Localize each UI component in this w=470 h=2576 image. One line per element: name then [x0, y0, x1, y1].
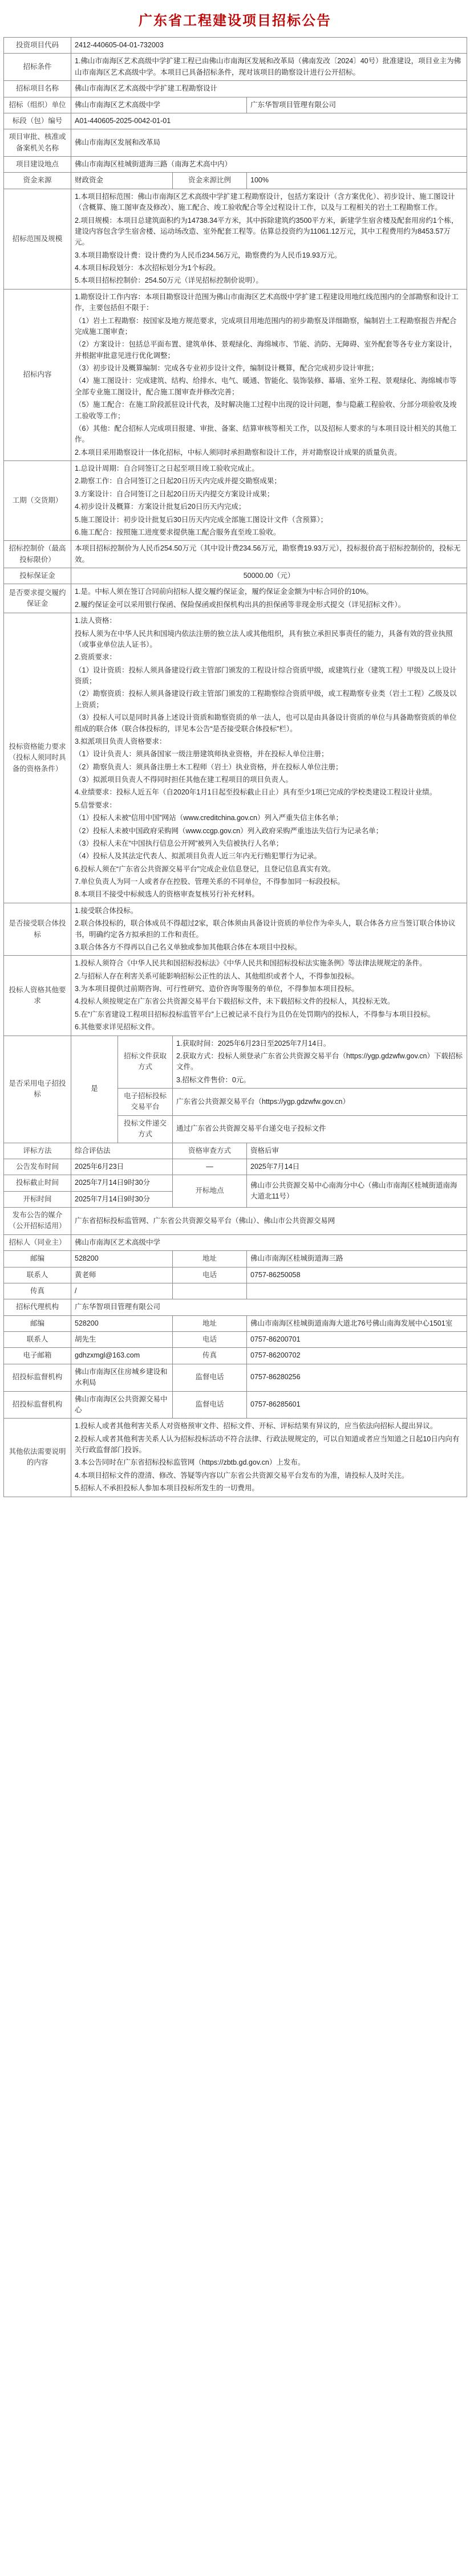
- joint-bid-item: 2.联合体投标的，联合体成员不得超过2家，联合体须由具备设计资质的单位作为牵头人，联合体各方应当签订联合体协议书，明确约定各方拟承担的工作和责任。: [75, 919, 456, 939]
- scope-item: 3.本项目勘察设计费：设计费约为人民币234.56万元，勘察费约为人民币19.93万元。: [75, 251, 342, 259]
- label-prequal: 资格审查方式: [173, 1143, 247, 1159]
- row-name: [4, 81, 467, 97]
- publish-end: 2025年7月14日: [247, 1159, 467, 1175]
- complaint-item: 3.本公告同时在广东省招标投标监管网（https://zbtb.gd.gov.cn）上发布。: [75, 1458, 305, 1467]
- qual-item: 5.信誉要求：: [75, 801, 116, 809]
- scope-item: 4.本项目标段划分：本次招标划分为1个标段。: [75, 264, 220, 272]
- row-online: [4, 1036, 467, 1089]
- download-item: 3.招标文件售价：0元。: [176, 1075, 250, 1084]
- duration-item: 5.施工图设计：初步设计批复后30日历天内完成全部施工图设计文件（含预算）；: [75, 515, 328, 524]
- agency-email: gdhzxmgl@163.com: [71, 1348, 173, 1364]
- label-agency-fax: 传真: [173, 1348, 247, 1364]
- supervisor-phone: 0757-86280256: [247, 1364, 467, 1391]
- row-project-code: [4, 38, 467, 54]
- qual-item: 1.法人资格：: [75, 617, 116, 625]
- project-name: 佛山市南海区艺术高级中学扩建工程勘察设计: [71, 81, 467, 97]
- label-evaluation: 评标方法: [4, 1143, 71, 1159]
- qual: [71, 613, 467, 903]
- content-item: （4）施工图设计：完成建筑、结构、给排水、电气、暖通、智能化、装饰装修、幕墙、室外工程、景观绿化、海绵城市等全部专业施工图设计，配合施工图审查并修改完善；: [75, 377, 457, 396]
- qual-item: （3）投标人未在“中国执行信息公开网”被列入失信被执行人名单；: [75, 839, 283, 847]
- label-agency-contact: 联系人: [4, 1332, 71, 1348]
- row-conditions: [4, 54, 467, 81]
- joint-bid-item: 1.接受联合体投标。: [75, 906, 138, 915]
- performance-guarantee-item: 1.是。中标人须在签订合同前向招标人提交履约保证金，履约保证金金额为中标合同价的10%。: [75, 588, 373, 596]
- label-media: 发布公告的媒介（公开招标适用）: [4, 1208, 71, 1235]
- label-agency-address: 地址: [173, 1315, 247, 1331]
- label-duration: 工期（交货期）: [4, 461, 71, 541]
- agency-org-2: 广东华智项目管理有限公司: [247, 97, 467, 113]
- download-item: 1.获取时间：2025年6月23日至2025年7月14日。: [176, 1039, 331, 1047]
- qual-item: （3）拟派项目负责人不得同时担任其他在建工程项目的项目负责人。: [75, 776, 293, 784]
- label-project-code: 投资项目代码: [4, 38, 71, 54]
- notice-table: [3, 37, 467, 1497]
- row-content: [4, 289, 467, 460]
- tenderer: 佛山市南海区艺术高级中学: [71, 1234, 467, 1250]
- content-item: （2）方案设计：包括总平面布置、建筑单体、景观绿化、海绵城市、节能、消防、无障碍、室外配套等各专业方案设计，并根据审批意见进行优化调整；: [75, 340, 457, 360]
- guarantee: 50000.00（元）: [71, 568, 467, 584]
- tenderer-postcode: 528200: [71, 1251, 173, 1267]
- content-item: 1.勘察设计工作内容：本项目勘察设计范围为佛山市南海区艺术高级中学扩建工程建设用地红线范围内的全部勘察和设计工作，主要包括但不限于：: [75, 292, 459, 312]
- row-tenderer-fax: [4, 1283, 467, 1299]
- label-name: 招标项目名称: [4, 81, 71, 97]
- fund-ratio: 100%: [247, 173, 467, 189]
- supervisor: 佛山市南海区住房城乡建设和水利局: [71, 1364, 173, 1391]
- duration-item: 2.勘察工作：自合同签订之日起20日历天内完成并提交勘察成果；: [75, 477, 281, 486]
- qual-item: 7.单位负责人为同一人或者存在控股、管理关系的不同单位，不得参加同一标段投标。: [75, 878, 345, 886]
- row-bid-deadline: [4, 1175, 467, 1191]
- project-code: 2412-440605-04-01-732003: [71, 38, 467, 54]
- trading-platform: 广东省公共资源交易平台（https://ygp.gdzwfw.gov.cn）: [173, 1089, 467, 1116]
- agency-contact: 胡先生: [71, 1332, 173, 1348]
- other-req-item: 4.投标人须按规定在广东省公共资源交易平台下载招标文件，未下载招标文件的投标人，其投标无效。: [75, 997, 395, 1006]
- row-publish: [4, 1159, 467, 1175]
- qual-item: 2.资质要求：: [75, 653, 116, 662]
- label-other-req: 投标人资格其他要求: [4, 956, 71, 1036]
- row-tenderer-contact: [4, 1267, 467, 1283]
- duration-item: 6.施工配合：按照施工进度要求提供施工配合服务直至竣工验收。: [75, 528, 281, 536]
- tender-code: A01-440605-2025-0042-01-01: [71, 113, 467, 129]
- label-qual: 投标资格能力要求（投标人须同时具备的资格条件）: [4, 613, 71, 903]
- label-supervisor-phone: 监督电话: [173, 1364, 247, 1391]
- qual-item: （1）设计负责人：须具备国家一级注册建筑师执业资格，并在投标人单位注册；: [75, 750, 329, 759]
- fund-source: 财政资金: [71, 173, 173, 189]
- page-title: 广东省工程建设项目招标公告: [139, 13, 331, 28]
- label-agency: 招标代理机构: [4, 1299, 71, 1315]
- label-agency-email: 电子邮箱: [4, 1348, 71, 1364]
- row-complaint: [4, 1419, 467, 1497]
- publish-to: —: [173, 1159, 247, 1175]
- row-evaluation: [4, 1143, 467, 1159]
- qual-item: 投标人须为在中华人民共和国境内依法注册的独立法人或其他组织，具有独立承担民事责任的能力，具备有效的营业执照（或事业单位法人证书）。: [75, 629, 453, 649]
- row-agency-email: [4, 1348, 467, 1364]
- supervisor-2: 佛山市南海区公共资源交易中心: [71, 1391, 173, 1419]
- conditions: 1.佛山市南海区艺术高级中学扩建工程已由佛山市南海区发展和改革局（佛南发改〔2024〕40号）批准建设，项目业主为佛山市南海区艺术高级中学。本项目已具备招标条件，现对该项目的勘察设计进行公开招标。: [71, 54, 467, 81]
- duration: [71, 461, 467, 541]
- supervisor-2-phone: 0757-86285601: [247, 1391, 467, 1419]
- label-supervisor-2-phone: 监督电话: [173, 1391, 247, 1419]
- agency-phone: 0757-86200701: [247, 1332, 467, 1348]
- other-req-item: 3.为本项目提供过前期咨询、可行性研究、造价咨询等服务的单位，不得参加本项目投标。: [75, 985, 359, 993]
- row-tenderer-address: [4, 1251, 467, 1267]
- label-tenderer-address: 地址: [173, 1251, 247, 1267]
- row-supervisor-2: [4, 1391, 467, 1419]
- label-tenderer-contact: 联系人: [4, 1267, 71, 1283]
- label-publish-time: 公告发布时间: [4, 1159, 71, 1175]
- tenderer-phone: 0757-86250058: [247, 1267, 467, 1283]
- duration-item: 1.总设计周期：自合同签订之日起至项目竣工验收完成止。: [75, 464, 259, 472]
- row-agency-org: [4, 97, 467, 113]
- scope: [71, 189, 467, 289]
- label-tenderer-blank: [173, 1283, 247, 1299]
- qual-item: （4）投标人及其法定代表人、拟派项目负责人近三年内无行贿犯罪行为记录。: [75, 852, 321, 861]
- tenderer-address: 佛山市南海区桂城街道海三路: [247, 1251, 467, 1267]
- label-online-platform: 是否采用电子招投标: [4, 1036, 71, 1143]
- scope-item: 1.本项目招标范围：佛山市南海区艺术高级中学扩建工程勘察设计，包括方案设计（含方案优化）、初步设计、施工图设计（含概算、施工图审查及修改）、施工配合、竣工验收配合等全过程设计工作，以及与工程相关的岩土工程勘察工作。: [75, 192, 455, 212]
- performance-guarantee-item: 2.履约保证金可以采用银行保函、保险保函或担保机构出具的担保函等非现金形式提交（详见招标文件）。: [75, 600, 406, 609]
- prequal: 资格后审: [247, 1143, 467, 1159]
- content-item: （5）施工配合：在施工阶段派驻设计代表，及时解决施工过程中出现的设计问题，参与隐蔽工程验收、分部分项验收及竣工验收等工作；: [75, 401, 457, 420]
- online-bid: 通过广东省公共资源交易平台递交电子投标文件: [173, 1115, 467, 1143]
- row-joint-bid: [4, 903, 467, 956]
- agency-address: 佛山市南海区桂城街道南海大道北76号佛山南海发展中心1501室: [247, 1315, 467, 1331]
- row-duration: [4, 461, 467, 541]
- label-agency-postcode: 邮编: [4, 1315, 71, 1331]
- qual-item: （2）投标人未被中国政府采购网（www.ccgp.gov.cn）列入政府采购严重违法失信行为记录名单；: [75, 826, 383, 835]
- row-tenderer: [4, 1234, 467, 1250]
- agency: 广东华智项目管理有限公司: [71, 1299, 467, 1315]
- label-content: 招标内容: [4, 289, 71, 460]
- opening-place: 佛山市公共资源交易中心南海分中心（佛山市南海区桂城街道南海大道北11号）: [247, 1175, 467, 1208]
- label-approval-org: 项目审批、核准或备案机关名称: [4, 129, 71, 157]
- qual-item: 4.业绩要求：投标人近五年（自2020年1月1日起至投标截止日止）具有至少1项已完成的学校类建设工程设计业绩。: [75, 788, 437, 797]
- row-location: [4, 157, 467, 173]
- tenderer-fax: /: [71, 1283, 173, 1299]
- qual-item: 8.本项目不接受中标候选人的资格审查复核另行补充材料。: [75, 890, 259, 899]
- qual-item: （2）勘察资质：投标人须具备建设行政主管部门颁发的工程勘察综合资质甲级，或工程勘察专业类（岩土工程）乙级及以上资质；: [75, 690, 457, 709]
- row-agency: [4, 1299, 467, 1315]
- row-media: [4, 1208, 467, 1235]
- duration-item: 3.方案设计：自合同签订之日起20日历天内提交方案设计成果；: [75, 490, 274, 498]
- download: [173, 1036, 467, 1089]
- row-scope: [4, 189, 467, 289]
- content-item: （3）初步设计及概算编制：完成各专业初步设计文件，编制设计概算，配合完成初步设计审批；: [75, 364, 378, 372]
- approval-org: 佛山市南海区发展和改革局: [71, 129, 467, 157]
- label-fund-source: 资金来源: [4, 173, 71, 189]
- complaint-item: 2.投标人或者其他利害关系人认为招标投标活动不符合法律、行政法规规定的，可以自知道或者应当知道之日起10日内向有关行政监督部门投诉。: [75, 1434, 460, 1454]
- scope-item: 2.项目规模：本项目总建筑面积约为14738.34平方米，其中拆除建筑约3500平方米，新建学生宿舍楼及配套用房约1个栋，建设内容包含学生宿舍楼、运动场改造、室外配套工程等。估算总投资约为11061.12万元，其中工程费用约为8453.57万元。: [75, 216, 459, 247]
- label-tenderer-phone: 电话: [173, 1267, 247, 1283]
- content-item: 2.本项目采用勘察设计一体化招标，中标人须同时承担勘察和设计工作，并对勘察设计成果的质量负责。: [75, 448, 402, 456]
- other-req-item: 1.投标人须符合《中华人民共和国招标投标法》《中华人民共和国招标投标法实施条例》等法律法规规定的条件。: [75, 959, 427, 968]
- label-opening-time: 开标时间: [4, 1191, 71, 1207]
- row-tender-code: [4, 113, 467, 129]
- row-fund: [4, 173, 467, 189]
- row-performance-guarantee: [4, 584, 467, 613]
- label-complaint: 其他依法需要说明的内容: [4, 1419, 71, 1497]
- publish-start: 2025年6月23日: [71, 1159, 173, 1175]
- other-req: [71, 956, 467, 1036]
- duration-item: 4.初步设计及概算：方案设计批复后20日历天内完成；: [75, 503, 246, 511]
- complaint-item: 5.招标人不承担投标人参加本项目投标所发生的一切费用。: [75, 1484, 259, 1493]
- agency-postcode: 528200: [71, 1315, 173, 1331]
- label-tender-code: 标段（包）编号: [4, 113, 71, 129]
- label-supervisor-2: 招投标监督机构: [4, 1391, 71, 1419]
- label-guarantee: 投标保证金: [4, 568, 71, 584]
- content-item: （6）其他：配合招标人完成项目报建、审批、备案、结算审核等相关工作，以及招标人要求的与本项目设计相关的其他工作。: [75, 424, 457, 444]
- tenderer-blank: [247, 1283, 467, 1299]
- other-req-item: 5.在“广东省建设工程项目招标投标监管平台”上已被记录不良行为且仍在处罚期内的投标人，不得参与本项目投标。: [75, 1010, 435, 1018]
- label-trading-platform: 电子招标投标交易平台: [118, 1089, 173, 1116]
- complaint-item: 4.本项目招标文件的澄清、修改、答疑等内容以广东省公共资源交易平台发布的为准，请投标人及时关注。: [75, 1471, 409, 1479]
- other-req-item: 6.其他要求详见招标文件。: [75, 1023, 159, 1032]
- label-tenderer-postcode: 邮编: [4, 1251, 71, 1267]
- row-agency-contact: [4, 1332, 467, 1348]
- complaint: [71, 1419, 467, 1497]
- joint-bid-item: 3.联合体各方不得再以自己名义单独或参加其他联合体在本项目中投标。: [75, 943, 302, 951]
- scope-item: 5.本项目招标控制价：254.50万元（详见招标控制价说明）。: [75, 276, 263, 285]
- qual-item: （1）设计资质：投标人须具备建设行政主管部门颁发的工程设计综合资质甲级，或建筑行业（建筑工程）甲级及以上设计资质；: [75, 666, 457, 685]
- label-joint-bid: 是否接受联合体投标: [4, 903, 71, 956]
- tenderer-contact: 黄老师: [71, 1267, 173, 1283]
- bid-deadline: 2025年7月14日9时30分: [71, 1175, 173, 1191]
- content: [71, 289, 467, 460]
- row-qual: [4, 613, 467, 903]
- label-agency-org: 招标（组织）单位: [4, 97, 71, 113]
- qual-item: （1）投标人未被“信用中国”网站（www.creditchina.gov.cn）列入严重失信主体名单；: [75, 814, 343, 822]
- qual-item: 3.拟派项目负责人资格要求：: [75, 737, 167, 745]
- label-performance-guarantee: 是否要求提交履约保证金: [4, 584, 71, 613]
- joint-bid: [71, 903, 467, 956]
- row-approval-org: [4, 129, 467, 157]
- complaint-item: 1.投标人或者其他利害关系人对资格预审文件、招标文件、开标、评标结果有异议的，应当依法向招标人提出异议。: [75, 1422, 437, 1430]
- agency-fax: 0757-86200702: [247, 1348, 467, 1364]
- performance-guarantee: [71, 584, 467, 613]
- location: 佛山市南海区桂城街道海三路（南海艺术高中内）: [71, 157, 467, 173]
- evaluation: 综合评估法: [71, 1143, 173, 1159]
- label-bid-deadline: 投标截止时间: [4, 1175, 71, 1191]
- label-scope: 招标范围及规模: [4, 189, 71, 289]
- opening-time: 2025年7月14日9时30分: [71, 1191, 173, 1207]
- row-bid-price: [4, 541, 467, 568]
- qual-item: （3）投标人可以是同时具备上述设计资质和勘察资质的单一法人，也可以是由具备设计资质的单位与具备勘察资质的单位组成的联合体（联合体投标的，详见本公告“是否接受联合体投标”栏）。: [75, 714, 457, 733]
- label-supervisor: 招投标监督机构: [4, 1364, 71, 1391]
- agency-org: 佛山市南海区艺术高级中学: [71, 97, 247, 113]
- media: 广东省招标投标监管网、广东省公共资源交易平台（佛山）、佛山市公共资源交易网: [71, 1208, 467, 1235]
- label-location: 项目建设地点: [4, 157, 71, 173]
- label-online-bid: 投标文件递交方式: [118, 1115, 173, 1143]
- label-fund-ratio: 资金来源比例: [173, 173, 247, 189]
- label-download: 招标文件获取方式: [118, 1036, 173, 1089]
- content-item: （1）岩土工程勘察：按国家及地方规范要求，完成项目用地范围内的初步勘察及详细勘察，编制岩土工程勘察报告并配合完成施工图审查；: [75, 316, 457, 336]
- label-tenderer-fax: 传真: [4, 1283, 71, 1299]
- qual-item: （2）勘察负责人：须具备注册土木工程师（岩土）执业资格，并在投标人单位注册；: [75, 763, 343, 771]
- online-format: 是: [71, 1036, 118, 1143]
- row-other-req: [4, 956, 467, 1036]
- qual-item: 6.投标人须在“广东省公共资源交易平台”完成企业信息登记，且登记信息真实有效。: [75, 865, 335, 873]
- other-req-item: 2.与招标人存在利害关系可能影响招标公正性的法人、其他组织或者个人，不得参加投标。: [75, 972, 359, 980]
- label-agency-phone: 电话: [173, 1332, 247, 1348]
- label-conditions: 招标条件: [4, 54, 71, 81]
- label-tenderer: 招标人（同业主）: [4, 1234, 71, 1250]
- label-opening-place: 开标地点: [173, 1175, 247, 1208]
- bid-price: 本项目招标控制价为人民币254.50万元（其中设计费234.56万元，勘察费19.93万元），投标报价高于招标控制价的，投标无效。: [71, 541, 467, 568]
- row-agency-address: [4, 1315, 467, 1331]
- label-bid-price: 招标控制价（最高投标限价）: [4, 541, 71, 568]
- download-item: 2.获取方式：投标人须登录广东省公共资源交易平台（https://ygp.gdzwfw.gov.cn）下载招标文件。: [176, 1051, 463, 1071]
- row-supervisor: [4, 1364, 467, 1391]
- row-guarantee: [4, 568, 467, 584]
